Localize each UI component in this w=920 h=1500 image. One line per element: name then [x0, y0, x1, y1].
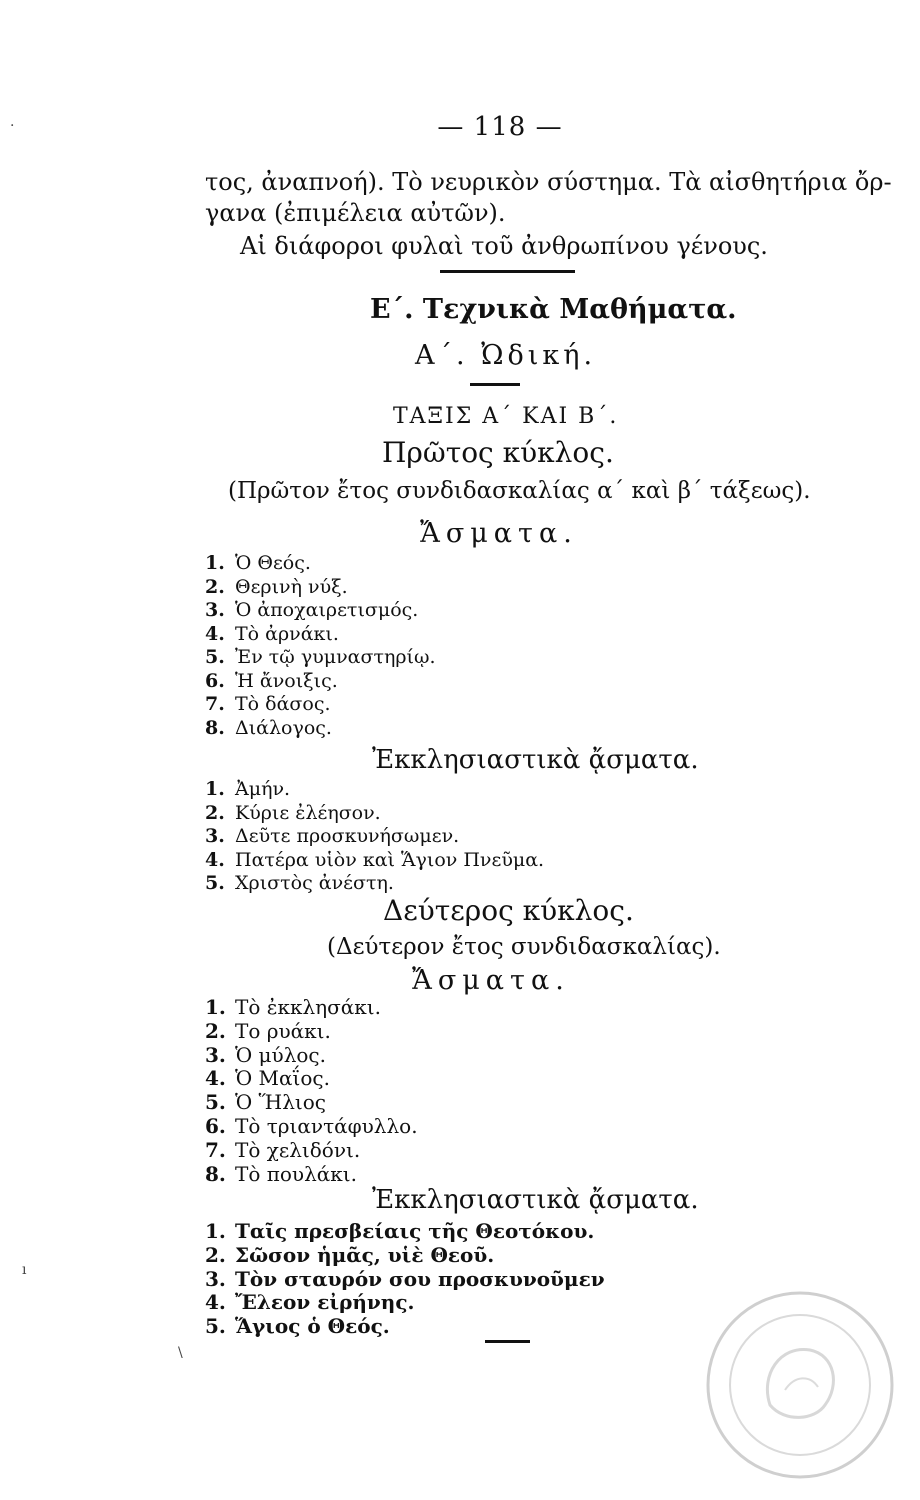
- cycle-2-songs-list: [205, 996, 418, 1186]
- list-item: 7. Τὸ χελιδόνι.: [205, 1137, 361, 1162]
- cycle-1-songs-list: [205, 552, 436, 740]
- scan-speck: ·: [10, 118, 15, 134]
- page-number: — 118 —: [437, 112, 563, 142]
- intro-line-1: τος, ἀναπνοή). Τὸ νευρικὸν σύστημα. Τὰ αἰσθητήρια ὄρ-: [205, 168, 892, 196]
- list-item: 6. Τὸ τριαντάφυλλο.: [205, 1113, 418, 1138]
- cycle-1-ecclesiastical-list: [205, 778, 544, 896]
- list-item: 4. Πατέρα υἱὸν καὶ Ἅγιον Πνεῦμα.: [205, 848, 545, 871]
- list-item: 8. Τὸ πουλάκι.: [205, 1161, 357, 1186]
- list-item: 1. Ἀμήν.: [205, 778, 291, 800]
- cycle-1-ecclesiastical-heading: Ἐκκλησιαστικὰ ᾄσματα.: [372, 745, 699, 775]
- list-item: 5. Ἐν τῷ γυμναστηρίῳ.: [205, 646, 436, 668]
- list-item: 5. Ἅγιος ὁ Θεός.: [205, 1314, 390, 1339]
- cycle-2-ecclesiastical-heading: Ἐκκλησιαστικὰ ᾄσματα.: [372, 1185, 699, 1215]
- short-divider-rule: [470, 383, 520, 386]
- list-item: 4. Ὁ Μαΐος.: [205, 1066, 330, 1091]
- cycle-1-title: Πρῶτος κύκλος.: [382, 436, 614, 469]
- list-item: 8. Διάλογος.: [205, 716, 332, 739]
- cycle-1-songs-heading: Ἄσματα.: [420, 518, 578, 549]
- cycle-2-title: Δεύτερος κύκλος.: [383, 894, 634, 927]
- cycle-1-subtitle: (Πρῶτον ἔτος συνδιδασκαλίας α΄ καὶ β΄ τάξεως).: [228, 478, 811, 504]
- library-stamp-watermark: [700, 1285, 900, 1485]
- list-item: 3. Ὁ ἀποχαιρετισμός.: [205, 599, 419, 621]
- list-item: 4. Ἔλεον εἰρήνης.: [205, 1290, 415, 1315]
- intro-line-2: γανα (ἐπιμέλεια αὐτῶν).: [205, 199, 506, 227]
- classes-title: ΤΑΞΙΣ Α΄ ΚΑΙ Β΄.: [393, 404, 619, 429]
- list-item: 6. Ἡ ἄνοιξις.: [205, 669, 338, 692]
- scan-speck: \: [178, 1345, 183, 1361]
- subsection-title: Α΄. Ὠδική.: [415, 340, 597, 371]
- list-item: 2. Σῶσον ἡμᾶς, υἱὲ Θεοῦ.: [205, 1242, 495, 1267]
- end-divider-rule: [485, 1340, 530, 1343]
- cycle-2-songs-heading: Ἄσματα.: [412, 965, 570, 996]
- intro-line-3: Αἱ διάφοροι φυλαὶ τοῦ ἀνθρωπίνου γένους.: [240, 232, 768, 260]
- scan-speck: ı: [22, 1262, 27, 1278]
- list-item: 1. Ταῖς πρεσβείαις τῆς Θεοτόκου.: [205, 1219, 595, 1243]
- list-item: 5. Χριστὸς ἀνέστη.: [205, 872, 394, 894]
- list-item: 5. Ὁ Ἥλιος: [205, 1090, 326, 1115]
- list-item: 1. Ὁ Θεός.: [205, 552, 311, 574]
- list-item: 4. Τὸ ἀρνάκι.: [205, 622, 339, 645]
- list-item: 2. Κύριε ἐλέησον.: [205, 801, 381, 824]
- cycle-2-ecclesiastical-list: [205, 1220, 605, 1339]
- list-item: 3. Δεῦτε προσκυνήσωμεν.: [205, 825, 460, 847]
- section-title: Ε΄. Τεχνικὰ Μαθήματα.: [370, 294, 737, 325]
- list-item: 3. Τὸν σταυρόν σου προσκυνοῦμεν: [205, 1266, 605, 1291]
- list-item: 7. Τὸ δάσος.: [205, 693, 331, 715]
- list-item: 1. Τὸ ἐκκλησάκι.: [205, 995, 381, 1019]
- list-item: 2. Θερινὴ νύξ.: [205, 575, 348, 598]
- cycle-2-subtitle: (Δεύτερον ἔτος συνδιδασκαλίας).: [327, 934, 721, 960]
- list-item: 3. Ὁ μύλος.: [205, 1042, 326, 1067]
- list-item: 2. Το ρυάκι.: [205, 1018, 331, 1043]
- divider-rule: [440, 270, 575, 273]
